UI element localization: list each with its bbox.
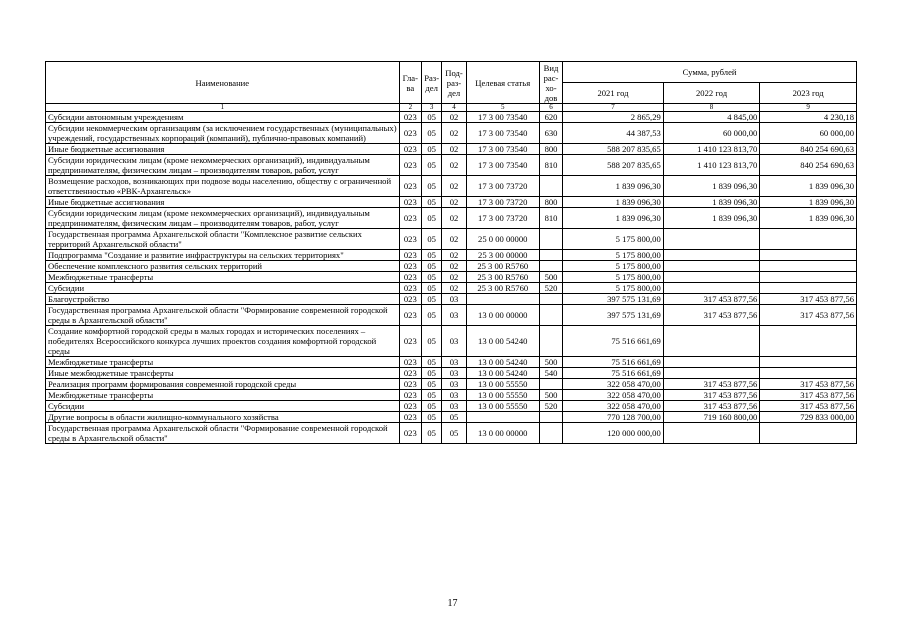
header-2023: 2023 год	[760, 83, 857, 104]
row-podrazdel: 02	[442, 208, 466, 229]
row-celevaya: 25 0 00 00000	[466, 229, 539, 250]
row-glava: 023	[399, 368, 421, 379]
row-sum-2022: 1 839 096,30	[663, 176, 760, 197]
row-name: Возмещение расходов, возникающих при подвозе воды населению, обществу с ограниченной ответственностью «РВК-Архангельск»	[46, 176, 400, 197]
row-sum-2023	[760, 283, 857, 294]
row-podrazdel: 03	[442, 294, 466, 305]
row-sum-2021: 588 207 835,65	[563, 144, 664, 155]
row-sum-2021: 1 839 096,30	[563, 176, 664, 197]
row-sum-2023	[760, 229, 857, 250]
row-glava: 023	[399, 283, 421, 294]
table-row	[46, 401, 857, 412]
row-celevaya: 13 0 00 54240	[466, 357, 539, 368]
row-glava: 023	[399, 197, 421, 208]
row-razdel: 05	[421, 412, 441, 423]
row-razdel: 05	[421, 155, 441, 176]
row-vid	[539, 229, 562, 250]
row-glava: 023	[399, 112, 421, 123]
header-name: Наименование	[46, 62, 400, 104]
column-number: 7	[563, 104, 664, 112]
row-glava: 023	[399, 305, 421, 326]
table-row	[46, 412, 857, 423]
row-sum-2023	[760, 357, 857, 368]
row-sum-2021: 322 058 470,00	[563, 401, 664, 412]
row-sum-2021: 120 000 000,00	[563, 423, 664, 444]
row-sum-2021: 5 175 800,00	[563, 229, 664, 250]
row-sum-2023	[760, 272, 857, 283]
column-number: 9	[760, 104, 857, 112]
row-sum-2021: 1 839 096,30	[563, 208, 664, 229]
table-row	[46, 305, 857, 326]
table-row	[46, 155, 857, 176]
row-vid: 540	[539, 368, 562, 379]
row-sum-2022	[663, 326, 760, 357]
row-razdel: 05	[421, 423, 441, 444]
row-sum-2021: 5 175 800,00	[563, 283, 664, 294]
row-vid	[539, 423, 562, 444]
row-sum-2021: 397 575 131,69	[563, 305, 664, 326]
row-sum-2023: 317 453 877,56	[760, 294, 857, 305]
row-glava: 023	[399, 412, 421, 423]
row-razdel: 05	[421, 368, 441, 379]
row-name: Государственная программа Архангельской области "Комплексное развитие сельских территорий Архангельской области"	[46, 229, 400, 250]
row-celevaya: 17 3 00 73540	[466, 144, 539, 155]
row-celevaya: 13 0 00 00000	[466, 423, 539, 444]
table-row	[46, 229, 857, 250]
row-razdel: 05	[421, 390, 441, 401]
row-sum-2023: 317 453 877,56	[760, 390, 857, 401]
row-sum-2023	[760, 250, 857, 261]
row-name: Обеспечение комплексного развития сельских территорий	[46, 261, 400, 272]
table-row	[46, 390, 857, 401]
row-sum-2021: 770 128 700,00	[563, 412, 664, 423]
row-podrazdel: 02	[442, 197, 466, 208]
row-podrazdel: 02	[442, 283, 466, 294]
row-sum-2023	[760, 261, 857, 272]
row-razdel: 05	[421, 326, 441, 357]
row-vid	[539, 379, 562, 390]
row-celevaya	[466, 294, 539, 305]
row-sum-2022: 4 845,00	[663, 112, 760, 123]
table-row	[46, 144, 857, 155]
row-glava: 023	[399, 123, 421, 144]
row-podrazdel: 03	[442, 326, 466, 357]
table-row	[46, 326, 857, 357]
row-sum-2023: 840 254 690,63	[760, 155, 857, 176]
row-razdel: 05	[421, 123, 441, 144]
row-razdel: 05	[421, 208, 441, 229]
table-row	[46, 294, 857, 305]
row-name: Субсидии некоммерческим организациям (за исключением государственных (муниципальных) учреждений, государственных корпораций (компаний), публично-правовых компаний)	[46, 123, 400, 144]
row-vid	[539, 294, 562, 305]
row-sum-2023: 60 000,00	[760, 123, 857, 144]
row-name: Межбюджетные трансферты	[46, 357, 400, 368]
row-razdel: 05	[421, 176, 441, 197]
row-razdel: 05	[421, 283, 441, 294]
row-celevaya: 25 3 00 R5760	[466, 261, 539, 272]
column-number: 6	[539, 104, 562, 112]
row-celevaya: 13 0 00 54240	[466, 368, 539, 379]
row-name: Благоустройство	[46, 294, 400, 305]
row-razdel: 05	[421, 305, 441, 326]
table-row	[46, 208, 857, 229]
row-sum-2023: 317 453 877,56	[760, 401, 857, 412]
row-vid: 520	[539, 401, 562, 412]
row-glava: 023	[399, 401, 421, 412]
row-vid: 810	[539, 155, 562, 176]
row-razdel: 05	[421, 261, 441, 272]
row-sum-2022	[663, 423, 760, 444]
row-glava: 023	[399, 390, 421, 401]
row-vid	[539, 261, 562, 272]
row-sum-2022: 317 453 877,56	[663, 379, 760, 390]
row-sum-2021: 397 575 131,69	[563, 294, 664, 305]
row-glava: 023	[399, 423, 421, 444]
row-sum-2021: 5 175 800,00	[563, 272, 664, 283]
row-razdel: 05	[421, 401, 441, 412]
row-glava: 023	[399, 272, 421, 283]
row-celevaya: 13 0 00 55550	[466, 390, 539, 401]
row-razdel: 05	[421, 197, 441, 208]
row-name: Подпрограмма "Создание и развитие инфраструктуры на сельских территориях"	[46, 250, 400, 261]
row-glava: 023	[399, 294, 421, 305]
row-podrazdel: 03	[442, 379, 466, 390]
row-celevaya: 17 3 00 73720	[466, 176, 539, 197]
row-podrazdel: 03	[442, 305, 466, 326]
row-podrazdel: 02	[442, 261, 466, 272]
row-name: Другие вопросы в области жилищно-коммунального хозяйства	[46, 412, 400, 423]
row-sum-2022: 1 839 096,30	[663, 208, 760, 229]
row-sum-2023: 840 254 690,63	[760, 144, 857, 155]
row-podrazdel: 02	[442, 250, 466, 261]
row-glava: 023	[399, 144, 421, 155]
row-sum-2022: 317 453 877,56	[663, 294, 760, 305]
row-glava: 023	[399, 250, 421, 261]
row-podrazdel: 02	[442, 155, 466, 176]
row-vid: 800	[539, 144, 562, 155]
header-2022: 2022 год	[663, 83, 760, 104]
row-sum-2021: 588 207 835,65	[563, 155, 664, 176]
row-sum-2023: 4 230,18	[760, 112, 857, 123]
row-razdel: 05	[421, 357, 441, 368]
row-sum-2022: 317 453 877,56	[663, 401, 760, 412]
row-sum-2023	[760, 423, 857, 444]
column-number: 4	[442, 104, 466, 112]
row-name: Субсидии	[46, 283, 400, 294]
table-row	[46, 283, 857, 294]
row-vid: 500	[539, 357, 562, 368]
row-name: Субсидии юридическим лицам (кроме некоммерческих организаций), индивидуальным предпринимателям, физическим лицам – производителям товаров, работ, услуг	[46, 208, 400, 229]
row-celevaya: 17 3 00 73540	[466, 112, 539, 123]
row-vid: 620	[539, 112, 562, 123]
row-razdel: 05	[421, 112, 441, 123]
row-name: Межбюджетные трансферты	[46, 272, 400, 283]
row-name: Создание комфортной городской среды в малых городах и исторических поселениях – победителях Всероссийского конкурса лучших проектов создания комфортной городской среды	[46, 326, 400, 357]
row-sum-2023: 1 839 096,30	[760, 176, 857, 197]
row-sum-2022: 317 453 877,56	[663, 305, 760, 326]
column-numbers-row	[46, 104, 857, 112]
table-row	[46, 368, 857, 379]
row-sum-2021: 322 058 470,00	[563, 390, 664, 401]
column-number: 3	[421, 104, 441, 112]
row-glava: 023	[399, 357, 421, 368]
row-celevaya: 25 3 00 R5760	[466, 283, 539, 294]
row-sum-2021: 5 175 800,00	[563, 250, 664, 261]
row-podrazdel: 02	[442, 176, 466, 197]
row-vid	[539, 250, 562, 261]
column-number: 5	[466, 104, 539, 112]
row-razdel: 05	[421, 294, 441, 305]
row-sum-2021: 1 839 096,30	[563, 197, 664, 208]
row-celevaya: 17 3 00 73720	[466, 197, 539, 208]
table-row	[46, 176, 857, 197]
page-number: 17	[447, 598, 458, 609]
row-podrazdel: 05	[442, 423, 466, 444]
row-vid: 630	[539, 123, 562, 144]
row-vid	[539, 326, 562, 357]
row-celevaya: 17 3 00 73720	[466, 208, 539, 229]
table-row	[46, 250, 857, 261]
row-sum-2023: 729 833 000,00	[760, 412, 857, 423]
row-razdel: 05	[421, 272, 441, 283]
row-glava: 023	[399, 176, 421, 197]
header-podrazdel: Под-раз-дел	[442, 62, 466, 104]
row-celevaya: 17 3 00 73540	[466, 155, 539, 176]
row-sum-2023	[760, 326, 857, 357]
row-vid: 500	[539, 390, 562, 401]
row-name: Субсидии	[46, 401, 400, 412]
row-sum-2022	[663, 229, 760, 250]
row-podrazdel: 05	[442, 412, 466, 423]
table-body	[46, 112, 857, 444]
row-podrazdel: 02	[442, 229, 466, 250]
table-row	[46, 272, 857, 283]
row-name: Иные межбюджетные трансферты	[46, 368, 400, 379]
row-podrazdel: 02	[442, 272, 466, 283]
row-vid	[539, 412, 562, 423]
header-vid: Вид рас-хо-дов	[539, 62, 562, 104]
row-celevaya: 17 3 00 73540	[466, 123, 539, 144]
table-row	[46, 197, 857, 208]
row-glava: 023	[399, 379, 421, 390]
table-row	[46, 123, 857, 144]
header-razdel: Раз-дел	[421, 62, 441, 104]
row-name: Иные бюджетные ассигнования	[46, 144, 400, 155]
row-sum-2022: 60 000,00	[663, 123, 760, 144]
row-sum-2022	[663, 261, 760, 272]
row-name: Государственная программа Архангельской области "Формирование современной городской среды в Архангельской области"	[46, 305, 400, 326]
header-2021: 2021 год	[563, 83, 664, 104]
row-vid: 500	[539, 272, 562, 283]
header-celevaya: Целевая статья	[466, 62, 539, 104]
row-name: Межбюджетные трансферты	[46, 390, 400, 401]
row-podrazdel: 03	[442, 401, 466, 412]
row-vid: 520	[539, 283, 562, 294]
table-row	[46, 357, 857, 368]
column-number: 2	[399, 104, 421, 112]
row-sum-2022: 1 410 123 813,70	[663, 144, 760, 155]
row-vid	[539, 176, 562, 197]
row-celevaya: 25 3 00 R5760	[466, 272, 539, 283]
row-sum-2022: 1 410 123 813,70	[663, 155, 760, 176]
row-sum-2021: 75 516 661,69	[563, 326, 664, 357]
row-glava: 023	[399, 229, 421, 250]
row-sum-2021: 5 175 800,00	[563, 261, 664, 272]
row-razdel: 05	[421, 379, 441, 390]
column-number: 1	[46, 104, 400, 112]
row-podrazdel: 02	[442, 123, 466, 144]
row-celevaya: 13 0 00 55550	[466, 401, 539, 412]
row-podrazdel: 03	[442, 357, 466, 368]
row-sum-2022: 317 453 877,56	[663, 390, 760, 401]
row-celevaya: 13 0 00 55550	[466, 379, 539, 390]
row-vid: 800	[539, 197, 562, 208]
row-name: Субсидии юридическим лицам (кроме некоммерческих организаций), индивидуальным предпринимателям, физическим лицам – производителям товаров, работ, услуг	[46, 155, 400, 176]
row-sum-2023	[760, 368, 857, 379]
row-glava: 023	[399, 155, 421, 176]
header-glava: Гла-ва	[399, 62, 421, 104]
row-name: Субсидии автономным учреждениям	[46, 112, 400, 123]
row-sum-2023: 317 453 877,56	[760, 379, 857, 390]
row-podrazdel: 03	[442, 390, 466, 401]
row-sum-2023: 1 839 096,30	[760, 197, 857, 208]
row-sum-2023: 317 453 877,56	[760, 305, 857, 326]
row-glava: 023	[399, 326, 421, 357]
row-celevaya: 13 0 00 54240	[466, 326, 539, 357]
column-number: 8	[663, 104, 760, 112]
row-sum-2023: 1 839 096,30	[760, 208, 857, 229]
row-celevaya: 13 0 00 00000	[466, 305, 539, 326]
row-glava: 023	[399, 208, 421, 229]
row-sum-2022	[663, 272, 760, 283]
row-razdel: 05	[421, 229, 441, 250]
row-sum-2022	[663, 357, 760, 368]
row-podrazdel: 03	[442, 368, 466, 379]
row-podrazdel: 02	[442, 144, 466, 155]
row-celevaya: 25 3 00 00000	[466, 250, 539, 261]
row-glava: 023	[399, 261, 421, 272]
table-row	[46, 112, 857, 123]
budget-table	[45, 61, 857, 444]
row-sum-2022: 1 839 096,30	[663, 197, 760, 208]
header-summa: Сумма, рублей	[563, 62, 857, 83]
row-sum-2022	[663, 250, 760, 261]
table-row	[46, 423, 857, 444]
row-vid: 810	[539, 208, 562, 229]
table-row	[46, 379, 857, 390]
row-razdel: 05	[421, 250, 441, 261]
row-vid	[539, 305, 562, 326]
row-celevaya	[466, 412, 539, 423]
row-sum-2022: 719 160 800,00	[663, 412, 760, 423]
row-name: Государственная программа Архангельской области "Формирование современной городской среды в Архангельской области"	[46, 423, 400, 444]
row-name: Иные бюджетные ассигнования	[46, 197, 400, 208]
row-sum-2021: 44 387,53	[563, 123, 664, 144]
row-sum-2021: 75 516 661,69	[563, 357, 664, 368]
table-row	[46, 261, 857, 272]
row-name: Реализация программ формирования современной городской среды	[46, 379, 400, 390]
row-razdel: 05	[421, 144, 441, 155]
row-sum-2022	[663, 368, 760, 379]
row-sum-2021: 75 516 661,69	[563, 368, 664, 379]
row-podrazdel: 02	[442, 112, 466, 123]
row-sum-2021: 322 058 470,00	[563, 379, 664, 390]
row-sum-2021: 2 865,29	[563, 112, 664, 123]
row-sum-2022	[663, 283, 760, 294]
